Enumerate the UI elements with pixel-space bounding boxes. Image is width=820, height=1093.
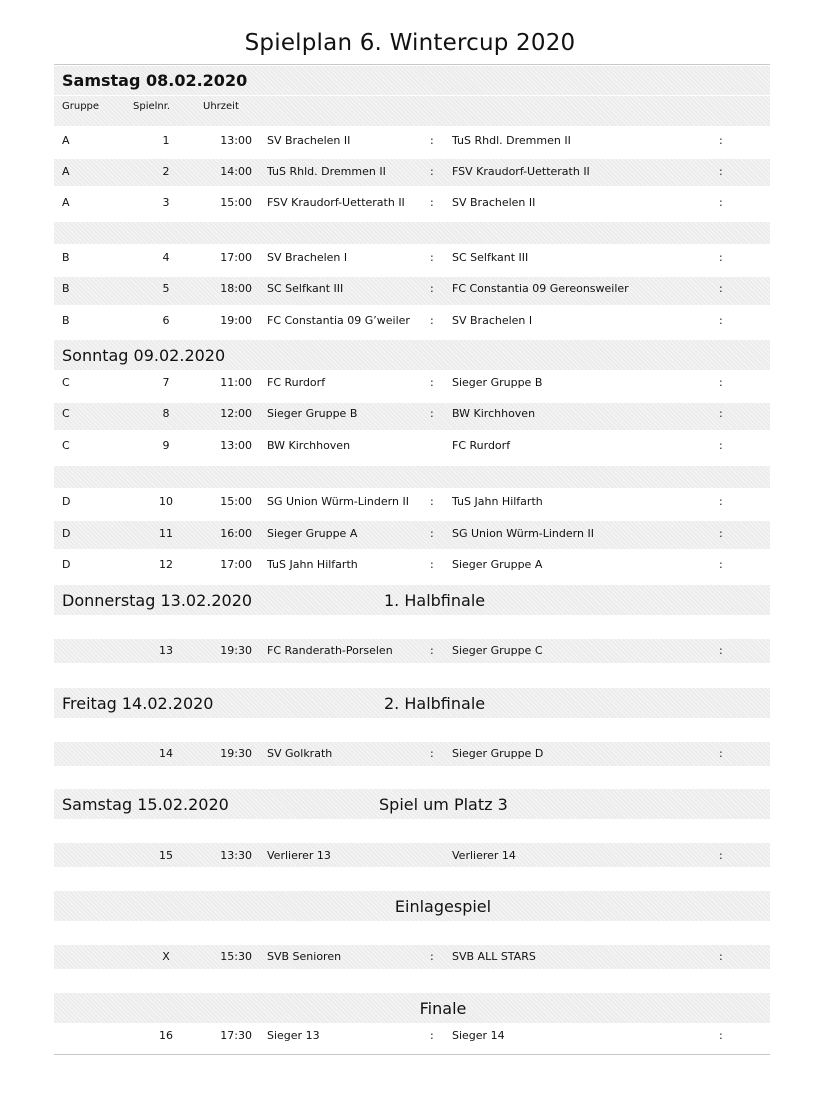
match-nr: 9 bbox=[162, 439, 170, 452]
away-team: Verlierer 14 bbox=[452, 849, 516, 862]
match-nr: 2 bbox=[162, 165, 170, 178]
match-group: B bbox=[62, 282, 70, 295]
column-group: Gruppe bbox=[62, 101, 100, 112]
divider bbox=[54, 1054, 770, 1055]
vs-colon: : bbox=[430, 644, 434, 657]
result-field: : bbox=[719, 407, 723, 420]
match-group: C bbox=[62, 439, 70, 452]
match-group: A bbox=[62, 196, 70, 209]
day-label: Samstag 15.02.2020 bbox=[62, 795, 229, 814]
home-team: SG Union Würm-Lindern II bbox=[267, 495, 409, 508]
spacer-band bbox=[54, 466, 770, 488]
result-field: : bbox=[719, 558, 723, 571]
column-time: Uhrzeit bbox=[203, 101, 239, 112]
result-field: : bbox=[719, 134, 723, 147]
away-team: BW Kirchhoven bbox=[452, 407, 536, 420]
away-team: SC Selfkant III bbox=[452, 251, 529, 264]
match-time: 13:30 bbox=[220, 849, 252, 862]
away-team: TuS Rhdl. Dremmen II bbox=[452, 134, 571, 147]
result-field: : bbox=[719, 314, 723, 327]
match-nr: 8 bbox=[162, 407, 170, 420]
match-group: C bbox=[62, 407, 70, 420]
away-team: SG Union Würm-Lindern II bbox=[452, 527, 594, 540]
match-group: D bbox=[62, 558, 71, 571]
stage-label: 2. Halbfinale bbox=[384, 694, 486, 713]
home-team: SV Brachelen II bbox=[267, 134, 351, 147]
match-group: A bbox=[62, 165, 70, 178]
match-nr: 12 bbox=[159, 558, 173, 571]
match-time: 19:30 bbox=[220, 747, 252, 760]
match-time: 15:30 bbox=[220, 950, 252, 963]
vs-colon: : bbox=[430, 376, 434, 389]
match-nr: 15 bbox=[159, 849, 173, 862]
result-field: : bbox=[719, 439, 723, 452]
home-team: Sieger 13 bbox=[267, 1029, 320, 1042]
column-nr: Spielnr. bbox=[133, 101, 171, 112]
home-team: FSV Kraudorf-Uetterath II bbox=[267, 196, 405, 209]
match-nr: 13 bbox=[159, 644, 173, 657]
stage-label: 1. Halbfinale bbox=[384, 591, 486, 610]
match-nr: 11 bbox=[159, 527, 173, 540]
result-field: : bbox=[719, 747, 723, 760]
vs-colon: : bbox=[430, 134, 434, 147]
match-nr: 14 bbox=[159, 747, 173, 760]
match-group: D bbox=[62, 495, 71, 508]
home-team: FC Rurdorf bbox=[267, 376, 326, 389]
match-nr: 3 bbox=[162, 196, 170, 209]
match-nr: 1 bbox=[162, 134, 170, 147]
match-time: 13:00 bbox=[220, 439, 252, 452]
match-time: 19:30 bbox=[220, 644, 252, 657]
away-team: Sieger Gruppe B bbox=[452, 376, 543, 389]
stage-label: Finale bbox=[419, 999, 467, 1018]
result-field: : bbox=[719, 527, 723, 540]
result-field: : bbox=[719, 950, 723, 963]
vs-colon: : bbox=[430, 950, 434, 963]
home-team: TuS Jahn Hilfarth bbox=[267, 558, 358, 571]
home-team: SVB Senioren bbox=[267, 950, 342, 963]
match-time: 17:00 bbox=[220, 558, 252, 571]
day-label: Samstag 08.02.2020 bbox=[62, 71, 248, 90]
result-field: : bbox=[719, 495, 723, 508]
divider bbox=[54, 64, 770, 65]
match-time: 12:00 bbox=[220, 407, 252, 420]
vs-colon: : bbox=[430, 527, 434, 540]
match-nr: 5 bbox=[162, 282, 170, 295]
vs-colon: : bbox=[430, 1029, 434, 1042]
match-time: 17:30 bbox=[220, 1029, 252, 1042]
home-team: Sieger Gruppe A bbox=[267, 527, 358, 540]
match-time: 15:00 bbox=[220, 495, 252, 508]
home-team: SV Golkrath bbox=[267, 747, 333, 760]
match-group: B bbox=[62, 251, 70, 264]
match-time: 16:00 bbox=[220, 527, 252, 540]
result-field: : bbox=[719, 165, 723, 178]
match-time: 17:00 bbox=[220, 251, 252, 264]
match-time: 19:00 bbox=[220, 314, 252, 327]
vs-colon: : bbox=[430, 282, 434, 295]
vs-colon: : bbox=[430, 495, 434, 508]
result-field: : bbox=[719, 644, 723, 657]
vs-colon: : bbox=[430, 165, 434, 178]
vs-colon: : bbox=[430, 407, 434, 420]
vs-colon: : bbox=[430, 747, 434, 760]
away-team: Sieger Gruppe C bbox=[452, 644, 543, 657]
page-title: Spielplan 6. Wintercup 2020 bbox=[244, 30, 576, 56]
match-nr: 6 bbox=[162, 314, 170, 327]
match-group: D bbox=[62, 527, 71, 540]
stage-label: Spiel um Platz 3 bbox=[379, 795, 508, 814]
match-nr: 16 bbox=[159, 1029, 173, 1042]
stage-label: Einlagespiel bbox=[394, 897, 492, 916]
day-label: Sonntag 09.02.2020 bbox=[62, 346, 226, 365]
match-time: 11:00 bbox=[220, 376, 252, 389]
spacer-band bbox=[54, 222, 770, 244]
match-time: 13:00 bbox=[220, 134, 252, 147]
day-label: Freitag 14.02.2020 bbox=[62, 694, 214, 713]
match-nr: 7 bbox=[162, 376, 170, 389]
day-label: Donnerstag 13.02.2020 bbox=[62, 591, 253, 610]
match-nr: 4 bbox=[162, 251, 170, 264]
result-field: : bbox=[719, 1029, 723, 1042]
home-team: FC Randerath-Porselen bbox=[267, 644, 393, 657]
result-field: : bbox=[719, 251, 723, 264]
away-team: FC Rurdorf bbox=[452, 439, 511, 452]
match-time: 18:00 bbox=[220, 282, 252, 295]
result-field: : bbox=[719, 282, 723, 295]
home-team: Verlierer 13 bbox=[267, 849, 331, 862]
away-team: Sieger 14 bbox=[452, 1029, 505, 1042]
home-team: Sieger Gruppe B bbox=[267, 407, 358, 420]
result-field: : bbox=[719, 376, 723, 389]
match-group: A bbox=[62, 134, 70, 147]
vs-colon: : bbox=[430, 251, 434, 264]
away-team: TuS Jahn Hilfarth bbox=[452, 495, 543, 508]
home-team: SC Selfkant III bbox=[267, 282, 344, 295]
match-nr: X bbox=[162, 950, 170, 963]
vs-colon: : bbox=[430, 314, 434, 327]
away-team: FSV Kraudorf-Uetterath II bbox=[452, 165, 590, 178]
away-team: FC Constantia 09 Gereonsweiler bbox=[452, 282, 629, 295]
away-team: SV Brachelen I bbox=[452, 314, 533, 327]
home-team: SV Brachelen I bbox=[267, 251, 348, 264]
result-field: : bbox=[719, 196, 723, 209]
away-team: SVB ALL STARS bbox=[452, 950, 536, 963]
match-group: C bbox=[62, 376, 70, 389]
home-team: TuS Rhld. Dremmen II bbox=[267, 165, 386, 178]
away-team: Sieger Gruppe A bbox=[452, 558, 543, 571]
vs-colon: : bbox=[430, 558, 434, 571]
home-team: FC Constantia 09 G’weiler bbox=[267, 314, 410, 327]
away-team: Sieger Gruppe D bbox=[452, 747, 544, 760]
home-team: BW Kirchhoven bbox=[267, 439, 351, 452]
vs-colon: : bbox=[430, 196, 434, 209]
match-time: 14:00 bbox=[220, 165, 252, 178]
match-group: B bbox=[62, 314, 70, 327]
result-field: : bbox=[719, 849, 723, 862]
match-time: 15:00 bbox=[220, 196, 252, 209]
away-team: SV Brachelen II bbox=[452, 196, 536, 209]
match-nr: 10 bbox=[159, 495, 173, 508]
